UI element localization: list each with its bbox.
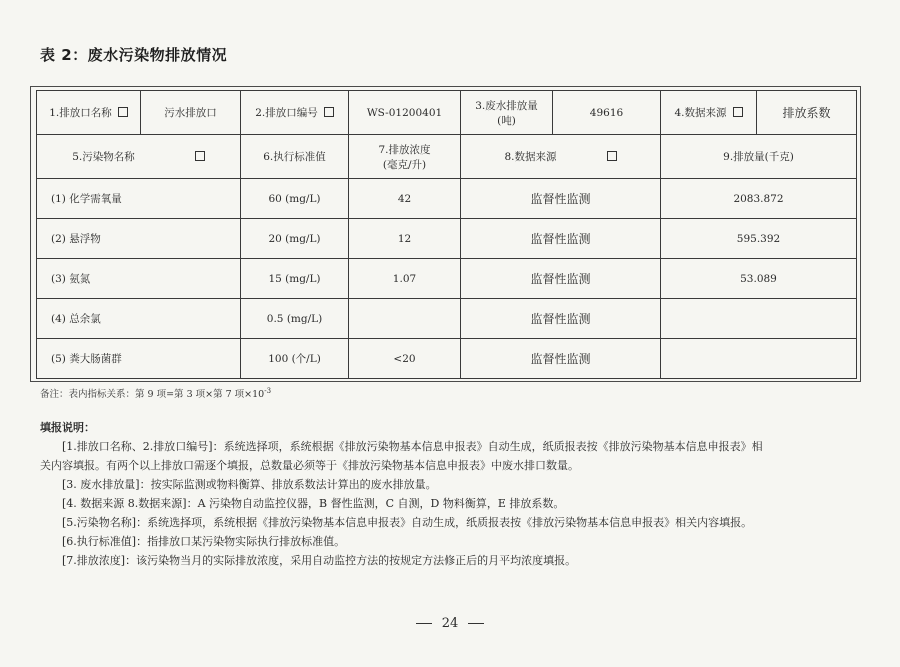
outlet-name-value: 污水排放口 bbox=[141, 91, 241, 135]
instruction-line: [5.污染物名称]：系统选择项，系统根据《排放污染物基本信息申报表》自动生成，纸质报表按《排放污染物基本信息申报表》相关内容填报。 bbox=[62, 516, 753, 529]
instruction-line: [6.执行标准值]：指排放口某污染物实际执行排放标准值。 bbox=[62, 535, 346, 548]
standard-value: 60 (mg/L) bbox=[241, 179, 349, 219]
amount-value bbox=[661, 339, 857, 379]
concentration-value: 1.07 bbox=[349, 259, 461, 299]
table-note-text: 备注：表内指标关系：第 9 项=第 3 项×第 7 项×10 bbox=[40, 389, 265, 400]
instruction-line: [7.排放浓度]：该污染物当月的实际排放浓度，采用自动监控方法的按规定方法修正后的月平均浓度填报。 bbox=[62, 554, 577, 567]
concentration-value bbox=[349, 299, 461, 339]
pollutant-name: (3) 氨氮 bbox=[37, 259, 241, 299]
instructions-heading: 填报说明： bbox=[40, 421, 95, 434]
data-source-label-cell bbox=[661, 91, 757, 135]
standard-value: 20 (mg/L) bbox=[241, 219, 349, 259]
amount-value: 2083.872 bbox=[661, 179, 857, 219]
outlet-code-label: 2.排放口编号 bbox=[255, 107, 318, 119]
amount-value: 53.089 bbox=[661, 259, 857, 299]
checkbox-icon[interactable] bbox=[195, 151, 205, 161]
checkbox-icon[interactable] bbox=[324, 107, 334, 117]
amount-header: 9.排放量(千克) bbox=[661, 135, 857, 179]
source-header bbox=[461, 135, 661, 179]
table-title: 表 2：废水污染物排放情况 bbox=[40, 46, 228, 64]
pollutant-name: (1) 化学需氧量 bbox=[37, 179, 241, 219]
emission-table bbox=[36, 90, 857, 379]
table-row bbox=[37, 339, 857, 379]
standard-value: 100 (个/L) bbox=[241, 339, 349, 379]
amount-value: 595.392 bbox=[661, 219, 857, 259]
instructions-block bbox=[40, 437, 870, 570]
page-number bbox=[0, 616, 900, 631]
concentration-header bbox=[349, 135, 461, 179]
outlet-name-label-cell bbox=[37, 91, 141, 135]
instruction-line: 关内容填报。有两个以上排放口需逐个填报，总数量必须等于《排放污染物基本信息申报表》中废水排口数量。 bbox=[40, 459, 579, 472]
concentration-value: 42 bbox=[349, 179, 461, 219]
page-number-text: 24 bbox=[441, 616, 459, 631]
wastewater-amount-label bbox=[461, 91, 553, 135]
standard-header: 6.执行标准值 bbox=[241, 135, 349, 179]
outlet-code-label-cell bbox=[241, 91, 349, 135]
concentration-header-text: 7.排放浓度 bbox=[378, 143, 431, 156]
source-value: 监督性监测 bbox=[461, 219, 661, 259]
pollutant-name-header-text: 5.污染物名称 bbox=[72, 151, 135, 163]
source-value: 监督性监测 bbox=[461, 299, 661, 339]
dash-left bbox=[416, 623, 432, 624]
source-value: 监督性监测 bbox=[461, 259, 661, 299]
standard-value: 15 (mg/L) bbox=[241, 259, 349, 299]
dash-right bbox=[468, 623, 484, 624]
source-value: 监督性监测 bbox=[461, 339, 661, 379]
table-row bbox=[37, 179, 857, 219]
wastewater-amount-label-text: 3.废水排放量 bbox=[475, 99, 538, 112]
instruction-line: [4. 数据来源 8.数据来源]：A 污染物自动监控仪器，B 督性监测，C 自测，D 物料衡算，E 排放系数。 bbox=[62, 497, 565, 510]
checkbox-icon[interactable] bbox=[607, 151, 617, 161]
data-source-label: 4.数据来源 bbox=[674, 107, 727, 119]
pollutant-name-header bbox=[37, 135, 241, 179]
concentration-value: 12 bbox=[349, 219, 461, 259]
instruction-line: [3. 废水排放量]：按实际监测或物料衡算、排放系数法计算出的废水排放量。 bbox=[62, 478, 437, 491]
amount-value bbox=[661, 299, 857, 339]
table-row bbox=[37, 259, 857, 299]
table-note-exponent: -3 bbox=[264, 386, 272, 395]
standard-value: 0.5 (mg/L) bbox=[241, 299, 349, 339]
pollutant-name: (4) 总余氯 bbox=[37, 299, 241, 339]
concentration-header-unit: (毫克/升) bbox=[382, 158, 427, 171]
outlet-code-value: WS-01200401 bbox=[349, 91, 461, 135]
checkbox-icon[interactable] bbox=[118, 107, 128, 117]
table-note bbox=[40, 386, 271, 400]
table-row bbox=[37, 299, 857, 339]
wastewater-amount-value: 49616 bbox=[553, 91, 661, 135]
wastewater-amount-unit: (吨) bbox=[497, 114, 516, 127]
outlet-name-label: 1.排放口名称 bbox=[49, 107, 112, 119]
table-row bbox=[37, 219, 857, 259]
pollutant-name: (5) 粪大肠菌群 bbox=[37, 339, 241, 379]
data-source-value: 排放系数 bbox=[757, 91, 857, 135]
checkbox-icon[interactable] bbox=[733, 107, 743, 117]
pollutant-name: (2) 悬浮物 bbox=[37, 219, 241, 259]
instruction-line: [1.排放口名称、2.排放口编号]：系统选择项，系统根据《排放污染物基本信息申报表》自动生成，纸质报表按《排放污染物基本信息申报表》相 bbox=[62, 440, 763, 453]
pollutant-header-row bbox=[37, 135, 857, 179]
source-header-text: 8.数据来源 bbox=[504, 151, 557, 163]
source-value: 监督性监测 bbox=[461, 179, 661, 219]
outlet-info-row bbox=[37, 91, 857, 135]
concentration-value: <20 bbox=[349, 339, 461, 379]
